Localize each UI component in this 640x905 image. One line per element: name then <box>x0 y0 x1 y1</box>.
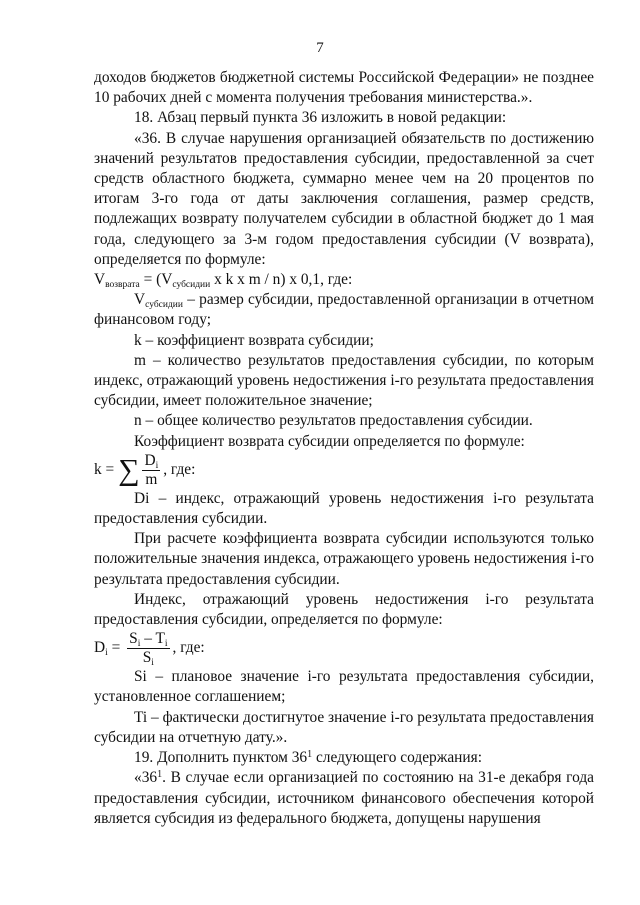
formula-part: = <box>107 639 125 657</box>
formula-v-return <box>94 270 594 290</box>
clause-text: . В случае если организацией по состоянию на 31-е декабря года предоставления субсидии, источником финансового обеспечения которой является субсидия из федерального бюджета, допущены нарушения <box>94 769 594 827</box>
numerator-var: T <box>155 630 165 648</box>
formula-part: k = <box>94 460 119 478</box>
paragraph-def-di: Di – индекс, отражающий уровень недостижения i-го результата предоставления субсидии. <box>94 489 594 528</box>
paragraph-def-k: k – коэффициент возврата субсидии; <box>134 331 374 349</box>
fraction-denominator: m <box>145 470 158 488</box>
formula-subscript: i <box>105 648 108 659</box>
formula-var: V <box>94 271 106 289</box>
formula-var: D <box>94 639 106 657</box>
paragraph-def-v-subsidy <box>94 290 594 330</box>
denominator-subscript: i <box>151 658 154 669</box>
formula-part: , где: <box>172 639 205 657</box>
def-subscript: субсидии <box>145 300 183 311</box>
def-var: V <box>134 291 146 309</box>
paragraph-di-intro: Индекс, отражающий уровень недостижения i-го результата предоставления субсидии, определяется по формуле: <box>94 590 594 629</box>
formula-di <box>94 630 594 667</box>
superscript: 1 <box>307 749 313 761</box>
numerator-subscript: i <box>137 639 141 650</box>
fraction-denominator <box>127 649 169 667</box>
minus-sign: – <box>140 630 156 648</box>
sum-symbol: ∑ <box>118 453 140 487</box>
paragraph-def-m: m – количество результатов предоставления субсидии, по которым индекс, отражающий уровень недостижения i-го результата предоставления субсидии, имеет положительное значение; <box>94 351 594 410</box>
formula-subscript: возврата <box>105 280 140 291</box>
numerator-subscript: i <box>155 460 159 471</box>
formula-fraction <box>142 452 160 489</box>
paragraph-item-18: 18. Абзац первый пункта 36 изложить в новой редакции: <box>134 109 507 127</box>
fraction-numerator <box>127 630 169 649</box>
paragraph-def-si: Si – плановое значение i-го результата предоставления субсидии, установленное соглашением; <box>94 668 594 706</box>
numerator-var: D <box>144 451 156 469</box>
paragraph-positive-values: При расчете коэффициента возврата субсидии используются только положительные значения индекса, отражающего уровень недостижения i-го результата предоставления субсидии. <box>94 530 594 588</box>
clause-text: «36 <box>134 769 158 787</box>
formula-part: , где: <box>163 460 196 478</box>
paragraph-clause-36-1 <box>94 768 594 829</box>
formula-subscript: субсидии <box>172 280 211 291</box>
item-text: следующего содержания: <box>312 749 483 767</box>
item-text: 19. Дополнить пунктом 36 <box>134 749 308 767</box>
formula-part: = (V <box>139 271 173 289</box>
fraction-numerator <box>142 452 160 471</box>
def-text: – размер субсидии, предоставленной организации в отчетном финансовом году; <box>94 291 594 329</box>
paragraph-item-19 <box>94 748 594 768</box>
formula-k <box>94 452 594 489</box>
superscript: 1 <box>157 769 163 781</box>
paragraph-clause-36: «36. В случае нарушения организацией обязательств по достижению значений результатов предоставления субсидии, предоставленной за счет средств областного бюджета, суммарно менее чем на 20 процентов по итогам 3-го года от даты заключения соглашения, размер средств, подлежащих возврату получателем субсидии в областной бюджет до 1 мая года, следующего за 3-м годом предоставления субсидии (V возврата), определяется по формуле: <box>94 129 594 268</box>
formula-fraction <box>127 630 169 667</box>
numerator-var: S <box>129 630 138 648</box>
document-body <box>94 68 594 829</box>
paragraph-def-n: n – общее количество результатов предоставления субсидии. <box>134 412 533 430</box>
paragraph-k-intro: Коэффициент возврата субсидии определяется по формуле: <box>134 432 525 450</box>
paragraph-continuation: доходов бюджетов бюджетной системы Российской Федерации» не позднее 10 рабочих дней с момента получения требования министерства.». <box>94 69 594 107</box>
numerator-subscript: i <box>164 639 168 650</box>
formula-part: x k x m / n) x 0,1, где: <box>210 271 353 289</box>
page-number: 7 <box>316 40 324 56</box>
paragraph-def-ti: Ti – фактически достигнутое значение i-го результата предоставления субсидии на отчетную дату.». <box>94 708 594 746</box>
denominator-var: S <box>142 649 152 667</box>
